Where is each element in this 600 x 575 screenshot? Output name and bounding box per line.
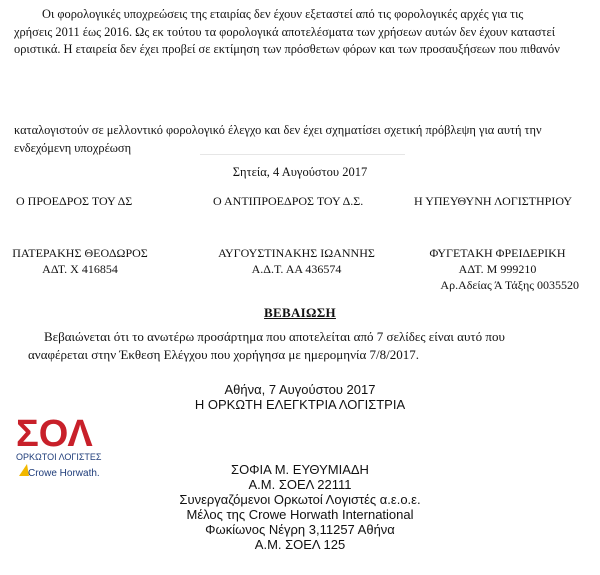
certificate-line: Βεβαιώνεται ότι το ανωτέρω προσάρτημα που αποτελείται από 7 σελίδες είναι αυτό που [44,329,505,344]
auditor-address: Φωκίωνος Νέγρη 3,11257 Αθήνα [205,522,395,537]
signatory-name: ΦΥΓΕΤΑΚΗ ΦΡΕΙΔΕΡΙΚΗ [429,246,566,260]
tax-paragraph-line: ενδεχόμενη υποχρέωση [14,140,132,155]
signatory-name: ΑΥΓΟΥΣΤΙΝΑΚΗΣ ΙΩΑΝΝΗΣ [218,246,375,260]
auditor-reg: Α.Μ. ΣΟΕΛ 22111 [248,477,352,492]
auditor-firm-reg: Α.Μ. ΣΟΕΛ 125 [254,537,346,552]
signatory-id: ΑΔΤ. Χ 416854 [42,262,118,276]
auditor-member: Μέλος της Crowe Horwath International [186,507,414,522]
signatory-name: ΠΑΤΕΡΑΚΗΣ ΘΕΟΔΩΡΟΣ [12,246,148,260]
tax-paragraph-line: χρήσεις 2011 έως 2016. Ως εκ τούτου τα φορολογικά αποτελέσματα των χρήσεων αυτών δεν έχουν καταστεί [14,24,556,39]
auditor-firm: Συνεργαζόμενοι Ορκωτοί Λογιστές α.ε.ο.ε. [179,492,421,507]
auditor-title: Η ΟΡΚΩΤΗ ΕΛΕΓΚΤΡΙΑ ΛΟΓΙΣΤΡΙΑ [194,397,406,412]
divider-line [200,154,405,155]
signatory-id: Α.Δ.Τ. ΑΑ 436574 [251,262,342,276]
logo-subtitle: ΟΡΚΩΤΟΙ ΛΟΓΙΣΤΕΣ [16,452,102,462]
tax-paragraph-bottom [14,122,566,157]
role-accounting-head: Η ΥΠΕΥΘΥΝΗ ΛΟΓΙΣΤΗΡΙΟΥ [414,194,573,208]
logo-brand: Crowe Horwath. [28,468,100,479]
signatory-license: Αρ.Αδείας Ά Τάξης 0035520 [440,278,579,292]
logo-main-text: ΣΟΛ [16,413,93,455]
certificate-text [28,328,566,364]
auditor-details [0,462,600,552]
tax-paragraph-line: οριστικά. Η εταιρεία δεν έχει προβεί σε εκτίμηση των πρόσθετων φόρων και των προσαυξήσεων που πιθανόν [14,42,560,56]
signatory-vice-president [214,246,379,277]
signatory-president [0,246,160,277]
role-president: Ο ΠΡΟΕΔΡΟΣ ΤΟΥ ΔΣ [16,194,133,208]
auditor-place-date: Αθήνα, 7 Αυγούστου 2017 [224,382,376,397]
place-date: Σητεία, 4 Αυγούστου 2017 [232,165,368,179]
auditor-header [0,382,600,412]
tax-paragraph-line: καταλογιστούν σε μελλοντικό φορολογικό έλεγχο και δεν έχει σχηματίσει σχετική πρόβλεψη για αυτή την [14,123,542,137]
auditor-name: ΣΟΦΙΑ Μ. ΕΥΘΥΜΙΑΔΗ [231,462,369,477]
tax-paragraph-line: Οι φορολογικές υποχρεώσεις της εταιρίας δεν έχουν εξεταστεί από τις φορολογικές αρχές για τις [42,7,524,21]
tax-paragraph-top [14,6,566,59]
certificate-heading: ΒΕΒΑΙΩΣΗ [264,305,336,320]
certificate-line: αναφέρεται στην Έκθεση Ελέγχου που χορήγησα με ημερομηνία 7/8/2017. [28,347,419,362]
signatory-id: ΑΔΤ. Μ 999210 [458,262,537,276]
role-vice-president: Ο ΑΝΤΙΠΡΟΕΔΡΟΣ ΤΟΥ Δ.Σ. [213,194,364,208]
signatory-accounting-head [410,246,585,293]
